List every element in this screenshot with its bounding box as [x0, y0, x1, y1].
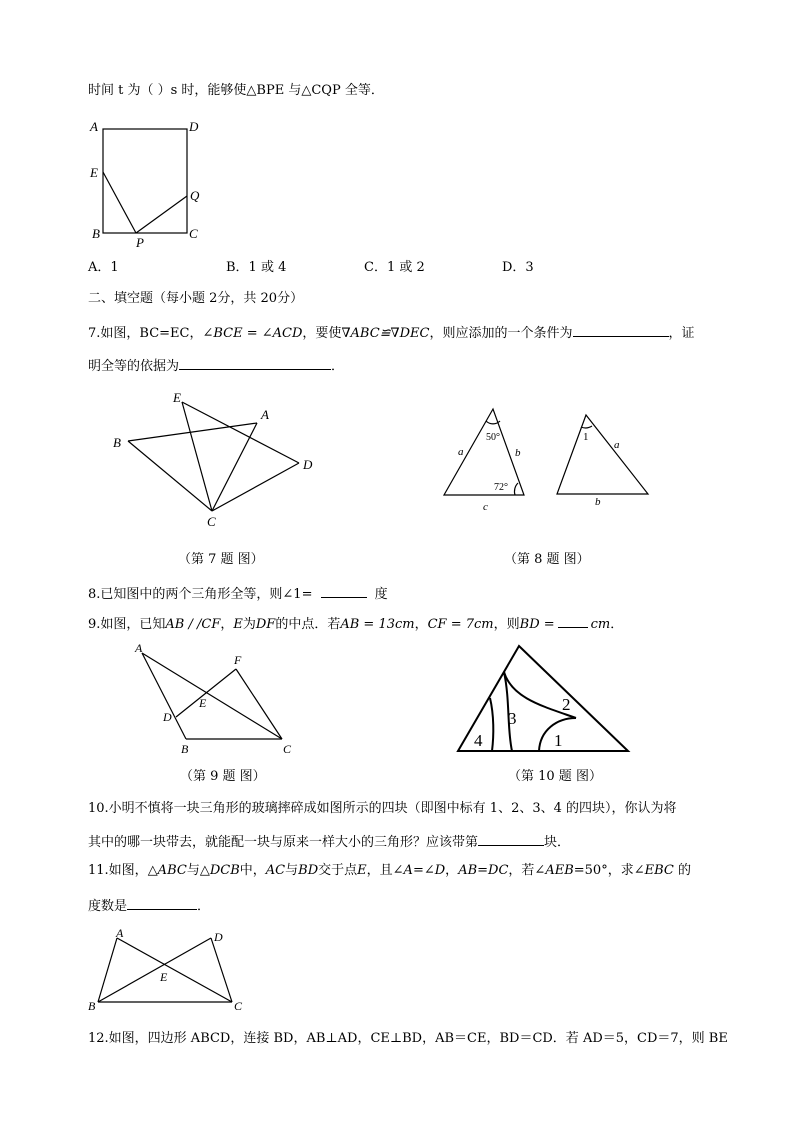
q11-t-m: 度数是 [88, 899, 128, 914]
q11-t-h: ， [445, 863, 459, 878]
q9-text-4: 的中点．若 [275, 617, 341, 632]
q7-segment-bc [128, 441, 212, 511]
q9-math-bd: BD = [519, 617, 555, 632]
q7-caption: （第 7 题 图） [178, 552, 264, 567]
q9-math-cf: CF = 7cm [427, 617, 494, 632]
q10-blank[interactable] [478, 831, 544, 846]
q6-label-d: D [189, 119, 199, 134]
q10-line2 [88, 831, 570, 852]
q10-label-2: 2 [562, 695, 571, 714]
q9-text-2: ， [220, 617, 234, 632]
q7-math-angle: ∠BCE = ∠ACD [202, 326, 303, 341]
q9-label-d: D [163, 710, 172, 724]
q6-segment-ep [103, 172, 136, 233]
q9-text-5: ， [414, 617, 428, 632]
q8-arc-72 [514, 483, 518, 495]
q10-label-1: 1 [554, 731, 563, 750]
q11-t-c: 中， [239, 863, 266, 878]
q10-crack-left [490, 698, 493, 751]
q7-line1 [88, 322, 695, 343]
q10-text-a: 其中的哪一块带去，就能配一块与原来一样大小的三角形？应该带第 [88, 835, 479, 850]
q10-label-3: 3 [508, 709, 517, 728]
q11-t-j: ，若∠ [508, 863, 546, 878]
q7-label-c: C [207, 514, 216, 529]
q8-caption: （第 8 题 图） [504, 552, 590, 567]
q11-m-10: AEB [545, 863, 574, 878]
q7-text-d: ，证 [668, 326, 695, 341]
q9-caption: （第 9 题 图） [180, 769, 266, 784]
q8-label-50deg: 50° [486, 432, 500, 443]
q11-t-g: =∠ [412, 863, 435, 878]
q11-m-7: D [434, 863, 446, 878]
q11-m-1: △ABC [147, 863, 187, 878]
q10-text-b: 块． [544, 835, 571, 850]
q9-label-f: F [234, 653, 242, 667]
q9-label-b: B [181, 742, 189, 756]
q11-blank[interactable] [127, 895, 197, 910]
q11-label-d: D [214, 930, 223, 944]
q11-m-8: AB [458, 863, 478, 878]
q9-label-a: A [135, 641, 143, 655]
q9-math-e: E [233, 617, 243, 632]
q9-segment-ac [142, 653, 282, 739]
q11-t-i: = [477, 863, 489, 878]
q11-t-n: ． [197, 899, 211, 914]
q9-math-ab: AB = 13cm [340, 617, 415, 632]
q8-blank[interactable] [321, 583, 367, 598]
q7-segment-ec [182, 402, 212, 511]
q8-text-b: 度 [374, 587, 388, 602]
q9-segment-fc [236, 669, 282, 739]
q11-t-l: 的 [673, 863, 691, 878]
q9-text-1: 9.如图，已知 [88, 617, 166, 632]
q8-triangle-right [557, 415, 648, 494]
q11-m-2: △DCB [199, 863, 240, 878]
q10-line1: 10.小明不慎将一块三角形的玻璃摔碎成如图所示的四块（即图中标有 1、2、3、4 的四块），你认为将 [88, 801, 677, 816]
q9-text-3: 为 [242, 617, 256, 632]
q7-label-a: A [261, 407, 269, 422]
q7-text-a: 7.如图，BC=EC， [88, 326, 203, 341]
q11-figure [80, 922, 255, 1017]
q12-line: 12.如图，四边形 ABCD，连接 BD，AB⊥AD，CE⊥BD，AB＝CE，BD＝CD．若 AD＝5，CD＝7，则 BE [88, 1031, 728, 1046]
q7-segment-ed [182, 402, 299, 463]
q8-label-72deg: 72° [494, 482, 508, 493]
q11-label-b: B [88, 999, 96, 1013]
q9-label-c: C [283, 742, 292, 756]
q11-t-k: =50°，求∠ [573, 863, 645, 878]
q8-label-b-right: b [595, 496, 601, 508]
q8-label-a-right: a [614, 439, 620, 451]
q11-m-3: AC [265, 863, 286, 878]
q6-label-q: Q [190, 188, 200, 203]
q8-arc-1 [581, 426, 592, 428]
q6-option-d: D．3 [502, 260, 534, 275]
q6-label-e: E [90, 165, 98, 180]
q7-text-f: ． [331, 359, 345, 374]
q7-blank-basis[interactable] [179, 355, 331, 370]
q9-figure [128, 640, 308, 760]
q8-label-b-left: b [515, 447, 521, 459]
q6-stem: 时间 t 为（ ）s 时，能够使△BPE 与△CQP 全等． [88, 83, 384, 98]
q6-option-c: C．1 或 2 [364, 260, 425, 275]
q7-label-b: B [113, 435, 121, 450]
q7-text-e: 明全等的依据为 [88, 359, 180, 374]
q8-label-c-left: c [483, 501, 488, 513]
q11-label-a: A [116, 926, 124, 940]
q8-text-a: 8.已知图中的两个三角形全等，则∠1= [88, 587, 313, 602]
q11-m-4: BD [298, 863, 319, 878]
q7-segment-ac [212, 423, 257, 511]
section-heading: 二、填空题（每小题 2分，共 20分） [88, 291, 304, 306]
q9-math-df: DF [255, 617, 276, 632]
q10-label-4: 4 [474, 731, 483, 750]
q11-label-e: E [160, 970, 168, 984]
q9-math-ab-cf: AB / /CF [165, 617, 221, 632]
q11-line1 [88, 862, 691, 880]
q7-text-c: ，则应添加的一个条件为 [429, 326, 573, 341]
q8-triangle-left [444, 409, 524, 495]
q6-option-b: B．1 或 4 [226, 260, 287, 275]
q11-t-d: 与 [285, 863, 299, 878]
q9-label-e: E [199, 696, 207, 710]
q6-option-a: A．1 [88, 260, 119, 275]
q11-label-c: C [234, 999, 243, 1013]
q11-t-a: 11.如图， [88, 863, 148, 878]
q9-text-6: ，则 [493, 617, 520, 632]
q11-m-5: E [357, 863, 367, 878]
q9-math-unit: cm [590, 617, 611, 632]
q7-label-d: D [303, 457, 313, 472]
q7-label-e: E [173, 390, 181, 405]
q11-line2 [88, 895, 210, 916]
q9-text-7: ． [610, 617, 624, 632]
q7-figure [105, 385, 325, 535]
q11-t-b: 与 [186, 863, 200, 878]
q7-math-congruent: ∇ABC≌∇DEC [341, 326, 430, 341]
q6-label-a: A [90, 119, 98, 134]
q11-m-6: A [403, 863, 413, 878]
q9-line [88, 613, 623, 634]
q11-t-f: ，且∠ [366, 863, 404, 878]
q6-segment-pq [136, 196, 187, 233]
q11-segment-bd [98, 938, 211, 1002]
q11-t-e: 交于点 [318, 863, 358, 878]
q9-blank[interactable] [558, 613, 588, 628]
q10-caption: （第 10 题 图） [508, 769, 602, 784]
q7-text-b: ，要使 [302, 326, 342, 341]
q6-label-b: B [92, 226, 100, 241]
q8-line [88, 583, 388, 604]
q6-label-c: C [189, 226, 198, 241]
q11-m-11: EBC [644, 863, 674, 878]
q7-line2 [88, 355, 344, 376]
q8-figure [438, 402, 658, 517]
q6-label-p: P [136, 235, 144, 250]
q8-label-a-left: a [458, 446, 464, 458]
q6-square [103, 129, 187, 233]
q8-label-angle1: 1 [583, 431, 589, 443]
q10-figure [452, 640, 637, 760]
q7-blank-condition[interactable] [573, 322, 669, 337]
q7-segment-dc [212, 463, 299, 511]
q6-figure [80, 112, 210, 252]
q11-m-9: DC [488, 863, 509, 878]
